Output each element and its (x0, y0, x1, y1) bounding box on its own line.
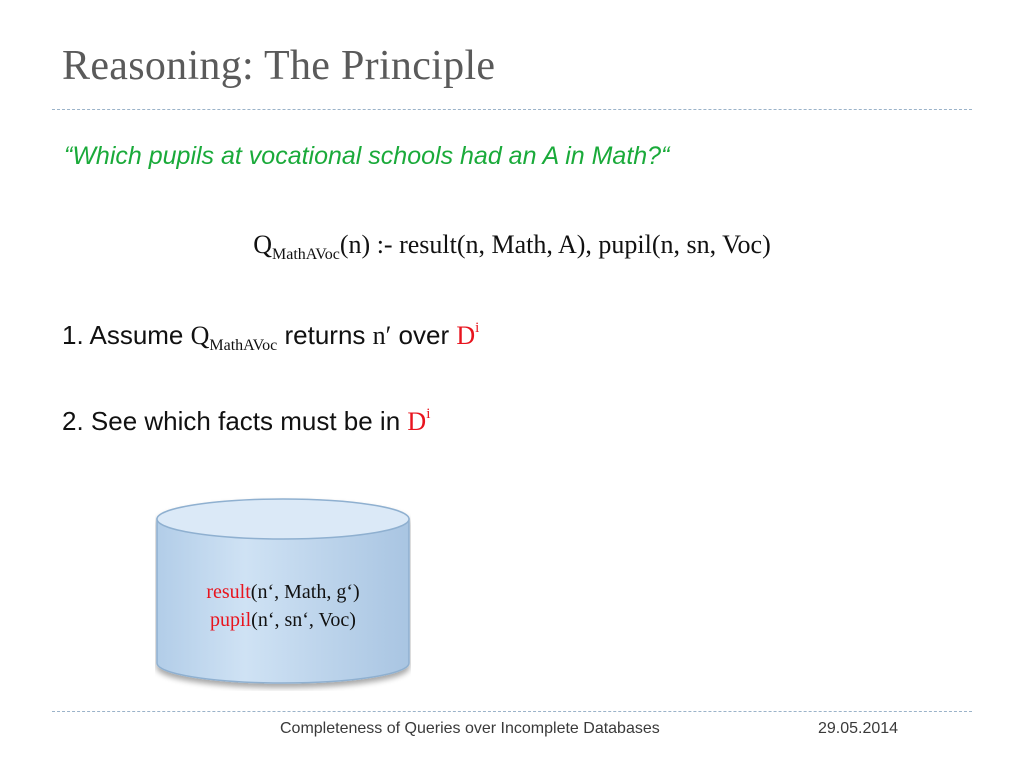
step-2 (62, 406, 430, 437)
query-body: (n) :- result(n, Math, A), pupil(n, sn, Voc) (339, 230, 771, 259)
step-1-query-subscript: MathAVoc (209, 337, 278, 354)
query-name-subscript: MathAVoc (272, 246, 340, 263)
step-1-query-name: Q (190, 321, 210, 350)
step-1-database: D (456, 321, 476, 350)
slide-title: Reasoning: The Principle (62, 43, 496, 89)
query-name: Q (253, 230, 273, 259)
step-2-number: 2. (62, 406, 84, 436)
step-1-text-after: over (391, 320, 457, 350)
fact-pupil-args: (n‘, sn‘, Voc) (251, 609, 356, 631)
footer-title: Completeness of Queries over Incomplete Databases (280, 720, 660, 737)
step-1-text-before: Assume (83, 320, 191, 350)
fact-result-predicate: result (206, 581, 251, 603)
title-divider (52, 109, 972, 110)
step-1-text-mid: returns (277, 320, 373, 350)
step-1-number: 1. (62, 320, 84, 350)
footer-date: 29.05.2014 (818, 720, 899, 737)
step-1-variable: n′ (372, 321, 392, 350)
step-2-text: See which facts must be in (83, 406, 408, 436)
step-2-database: D (407, 407, 427, 436)
step-1 (62, 320, 479, 355)
fact-pupil-predicate: pupil (210, 609, 252, 631)
question-quote: “Which pupils at vocational schools had an A in Math?“ (64, 142, 670, 170)
fact-pupil (155, 606, 411, 634)
step-1-database-superscript: i (475, 320, 480, 336)
query-definition (0, 230, 1024, 264)
fact-result-args: (n‘, Math, g‘) (250, 581, 360, 603)
step-2-database-superscript: i (426, 406, 431, 422)
fact-result (155, 578, 411, 606)
footer-divider (52, 711, 972, 712)
database-facts (155, 578, 411, 634)
